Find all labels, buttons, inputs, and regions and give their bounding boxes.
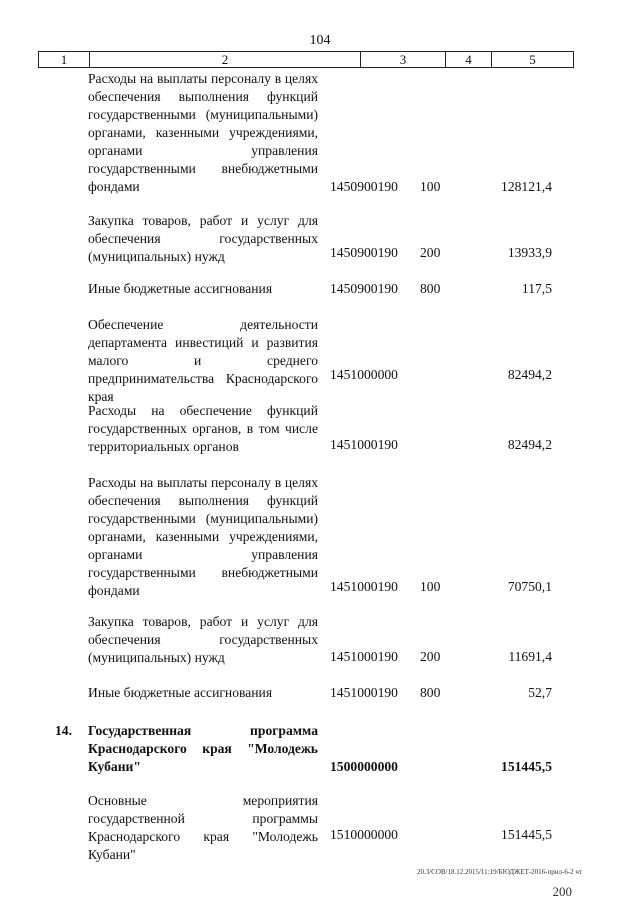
- header-col-1: 1: [60, 52, 68, 67]
- row-description: Расходы на обеспечение функций государственных органов, в том числе территориальных органов: [88, 403, 318, 454]
- row-expense-type: 200: [420, 245, 441, 260]
- footer-document-code: 20.3/СОВ/18.12.2015/11:19/БЮДЖЕТ-2016-прил-6-2 чт: [416, 868, 582, 876]
- header-col-2: 2: [221, 52, 229, 67]
- header-col-3: 3: [399, 52, 407, 67]
- row-expense-type: 800: [420, 281, 441, 296]
- row-description: Иные бюджетные ассигнования: [88, 685, 273, 700]
- row-code: 1450900190: [330, 281, 398, 296]
- row-code: 1500000000: [330, 759, 398, 774]
- row-expense-type: 100: [420, 179, 441, 194]
- footer-page-number: 200: [552, 884, 572, 899]
- header-col-5: 5: [529, 52, 536, 67]
- table-header: [38, 51, 574, 68]
- row-code: 1510000000: [330, 827, 398, 842]
- row-code: 1451000190: [330, 437, 398, 452]
- row-description: Закупка товаров, работ и услуг для обеспечения государственных (муниципальных) нужд: [88, 614, 318, 665]
- row-amount: 128121,4: [501, 179, 552, 194]
- row-description: Закупка товаров, работ и услуг для обеспечения государственных (муниципальных) нужд: [88, 213, 318, 264]
- row-code: 1450900190: [330, 179, 398, 194]
- row-amount: 151445,5: [501, 827, 552, 842]
- row-description: Расходы на выплаты персоналу в целях обеспечения выполнения функций государственными (муниципальными) органами, казенными учреждениями, органами управления государственными внебюджетными фондами: [88, 71, 318, 194]
- row-code: 1451000000: [330, 367, 398, 382]
- row-amount: 82494,2: [507, 367, 552, 382]
- row-amount: 70750,1: [507, 579, 552, 594]
- row-amount: 13933,9: [507, 245, 552, 260]
- row-code: 1451000190: [330, 685, 398, 700]
- row-description: Государственная программа Краснодарского края "Молодежь Кубани": [88, 723, 318, 774]
- header-col-4: 4: [465, 52, 472, 67]
- row-expense-type: 200: [420, 649, 441, 664]
- row-description: Основные мероприятия государственной программы Краснодарского края "Молодежь Кубани": [88, 793, 318, 862]
- row-code: 1450900190: [330, 245, 398, 260]
- row-amount: 82494,2: [507, 437, 552, 452]
- row-description: Обеспечение деятельности департамента инвестиций и развития малого и среднего предпринимательства Краснодарского края: [88, 317, 318, 404]
- row-description: Расходы на выплаты персоналу в целях обеспечения выполнения функций государственными (муниципальными) органами, казенными учреждениями, органами управления государственными внебюджетными фондами: [88, 475, 318, 598]
- row-expense-type: 800: [420, 685, 441, 700]
- row-amount: 52,7: [528, 685, 552, 700]
- row-code: 1451000190: [330, 649, 398, 664]
- row-amount: 151445,5: [501, 759, 552, 774]
- row-expense-type: 100: [420, 579, 441, 594]
- row-amount: 11691,4: [508, 649, 552, 664]
- row-code: 1451000190: [330, 579, 398, 594]
- row-description: Иные бюджетные ассигнования: [88, 281, 273, 296]
- row-number: 14.: [55, 723, 72, 738]
- row-amount: 117,5: [521, 281, 552, 296]
- page-number: 104: [309, 33, 331, 48]
